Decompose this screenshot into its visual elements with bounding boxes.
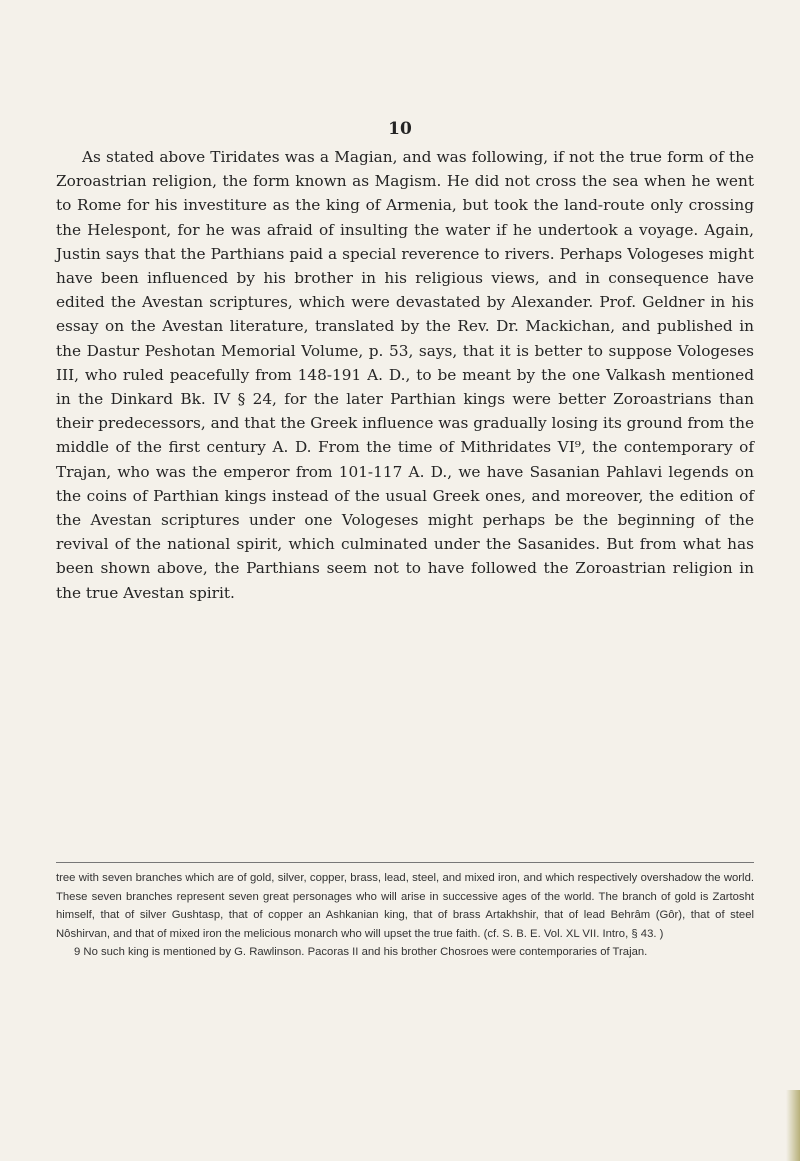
page-edge-shadow [786, 1090, 800, 1161]
footnotes [56, 869, 754, 962]
footnote-9: 9 No such king is mentioned by G. Rawlinson. Pacoras II and his brother Chosroes were contemporaries of Trajan. [74, 946, 648, 959]
footnote-continuation: tree with seven branches which are of gold, silver, copper, brass, lead, steel, and mixed iron, and which respectively overshadow the world. These seven branches represent seven great personages who will arise in successive ages of the world. The branch of gold is Zartosht himself, that of silver Gushtasp, that of copper an Ashkanian king, that of brass Artakhshir, that of lead Behrâm (Gôr), that of steel Nôshirvan, and that of mixed iron the melicious monarch who will upset the true faith. (cf. S. B. E. Vol. XL VII. Intro, § 43. ) [56, 872, 754, 940]
body-paragraph: As stated above Tiridates was a Magian, and was following, if not the true form of the Zoroastrian religion, the form known as Magism. He did not cross the sea when he went to Rome for his investiture as the king of Armenia, but took the land-route only crossing the Helespont, for he was afraid of insulting the water if he undertook a voyage. Again, Justin says that the Parthians paid a special reverence to rivers. Perhaps Vologeses might have been influenced by his brother in his religious views, and in consequence have edited the Avestan scriptures, which were devastated by Alexander. Prof. Geldner in his essay on the Avestan literature, translated by the Rev. Dr. Mackichan, and published in the Dastur Peshotan Memorial Volume, p. 53, says, that it is better to suppose Vologeses III, who ruled peacefully from 148-191 A. D., to be meant by the one Valkash mentioned in the Dinkard Bk. IV § 24, for the later Parthian kings were better Zoroastrians than their predecessors, and that the Greek influence was gradually losing its ground from the middle of the first century A. D. From the time of Mithridates VI⁹, the contemporary of Trajan, who was the emperor from 101-117 A. D., we have Sasanian Pahlavi legends on the coins of Parthian kings instead of the usual Greek ones, and moreover, the edition of the Avestan scriptures under one Vologeses might perhaps be the beginning of the revival of the national spirit, which culminated under the Sasanides. But from what has been shown above, the Parthians seem not to have followed the Zoroastrian religion in the true Avestan spirit. [56, 148, 754, 602]
page-number: 10 [388, 119, 412, 139]
footnote-divider [56, 862, 754, 863]
